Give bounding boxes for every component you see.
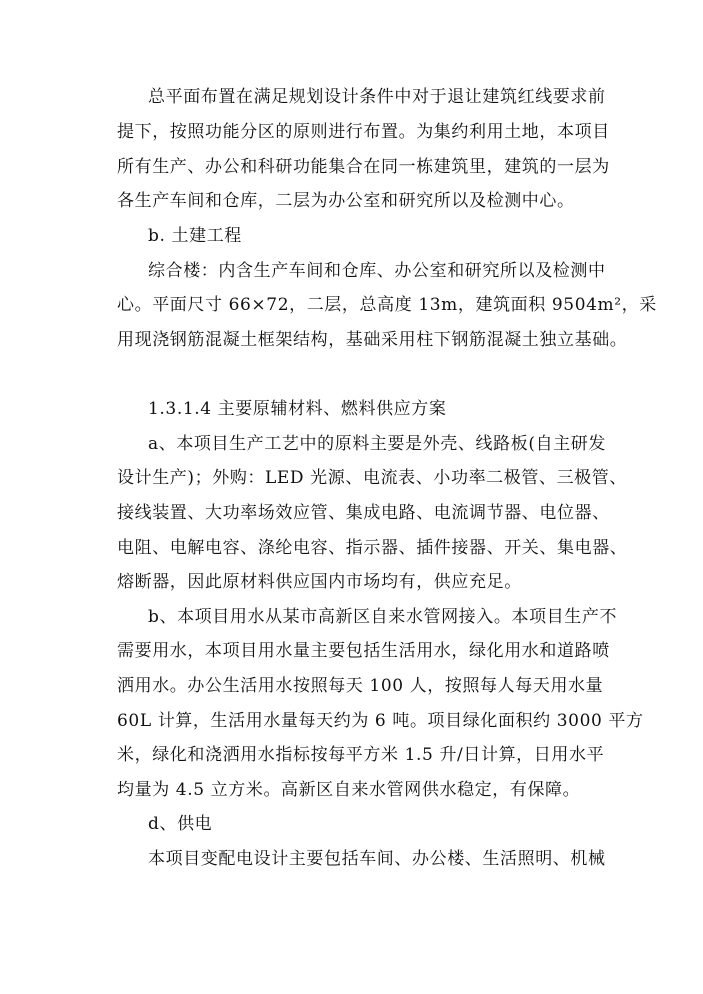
section-heading: b. 土建工程: [148, 226, 242, 246]
paragraph-line: 60L 计算，生活用水量每天约为 6 吨。项目绿化面积约 3000 平方: [117, 711, 644, 731]
paragraph-line: 米，绿化和浇洒用水指标按每平方米 1.5 升/日计算，日用水平: [117, 745, 605, 765]
paragraph-line: a、本项目生产工艺中的原料主要是外壳、线路板(自主研发: [148, 434, 606, 454]
paragraph-line: 熔断器，因此原材料供应国内市场均有，供应充足。: [117, 572, 522, 592]
paragraph-line: 提下，按照功能分区的原则进行布置。为集约利用土地，本项目: [117, 122, 610, 142]
paragraph-line: 需要用水，本项目用水量主要包括生活用水，绿化用水和道路喷: [117, 641, 610, 661]
paragraph-line: 心。平面尺寸 66×72，二层，总高度 13m，建筑面积 9504m²，采: [117, 295, 657, 315]
paragraph-line: 电阻、电解电容、涤纶电容、指示器、插件接器、开关、集电器、: [117, 538, 628, 558]
section-heading: d、供电: [148, 814, 213, 834]
paragraph-line: 所有生产、办公和科研功能集合在同一栋建筑里，建筑的一层为: [117, 157, 610, 177]
paragraph-line: 综合楼：内含生产车间和仓库、办公室和研究所以及检测中: [148, 261, 606, 281]
paragraph-line: 本项目变配电设计主要包括车间、办公楼、生活照明、机械: [148, 849, 606, 869]
paragraph-line: 洒用水。办公生活用水按照每天 100 人，按照每人每天用水量: [117, 676, 604, 696]
section-heading: 1.3.1.4 主要原辅材料、燃料供应方案: [148, 399, 447, 419]
paragraph-line: 设计生产)；外购：LED 光源、电流表、小功率二极管、三极管、: [117, 468, 627, 488]
paragraph-line: b、本项目用水从某市高新区自来水管网接入。本项目生产不: [148, 607, 618, 627]
paragraph-line: 总平面布置在满足规划设计条件中对于退让建筑红线要求前: [148, 87, 606, 107]
paragraph-line: 接线装置、大功率场效应管、集成电路、电流调节器、电位器、: [117, 503, 610, 523]
paragraph-line: 用现浇钢筋混凝土框架结构，基础采用柱下钢筋混凝土独立基础。: [117, 330, 628, 350]
paragraph-line: 各生产车间和仓库，二层为办公室和研究所以及检测中心。: [117, 191, 575, 211]
paragraph-line: 均量为 4.5 立方米。高新区自来水管网供水稳定，有保障。: [117, 780, 581, 800]
